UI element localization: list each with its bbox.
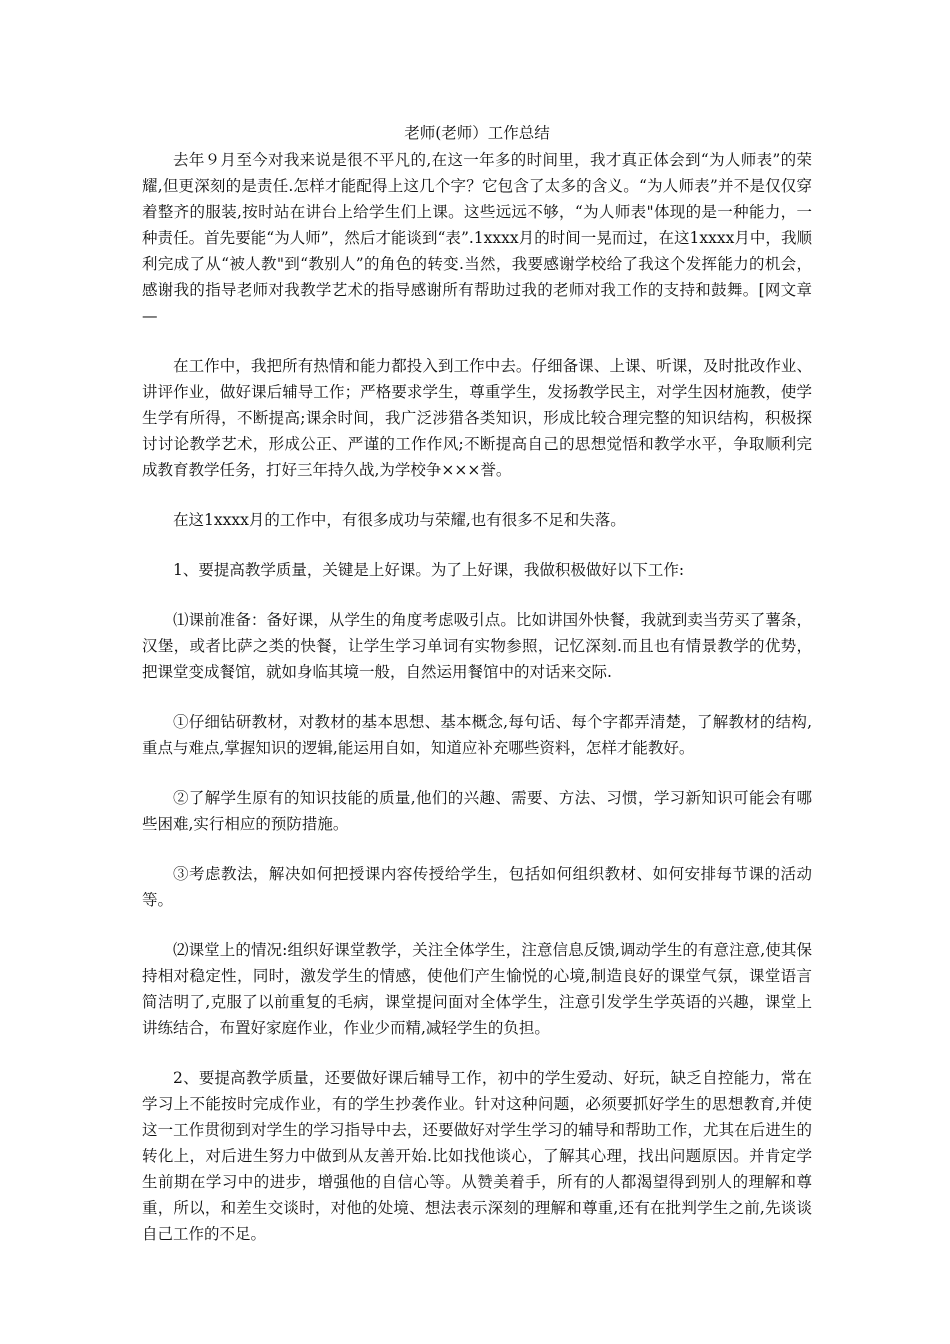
paragraph-work: 在工作中，我把所有热情和能力都投入到工作中去。仔细备课、上课、听课，及时批改作业、讲评作业，做好课后辅导工作；严格要求学生，尊重学生，发扬教学民主，对学生因材施教，使学生学有所得，不断提高;课余时间，我广泛涉猎各类知识，形成比较合理完整的知识结构，积极探讨讨论教学艺术，形成公正、严谨的工作作风;不断提高自己的思想觉悟和教学水平，争取顺利完成教育教学任务，打好三年持久战,为学校争×××誉。 <box>142 357 812 479</box>
paragraph-prep-1: ①仔细钻研教材，对教材的基本思想、基本概念,每句话、每个字都弄清楚，了解教材的结构,重点与难点,掌握知识的逻辑,能运用自如，知道应补充哪些资料，怎样才能教好。 <box>142 713 812 757</box>
document-page <box>142 120 812 1247</box>
paragraph-prep-2: ②了解学生原有的知识技能的质量,他们的兴趣、需要、方法、习惯，学习新知识可能会有哪些困难,实行相应的预防措施。 <box>142 789 812 833</box>
paragraph-point-1: 1、要提高教学质量，关键是上好课。为了上好课，我做积极做好以下工作: <box>173 561 685 579</box>
paragraph-intro: 去年９月至今对我来说是很不平凡的,在这一年多的时间里，我才真正体会到“为人师表”的荣耀,但更深刻的是责任.怎样才能配得上这几个字？它包含了太多的含义。“为人师表”并不是仅仅穿着整齐的服装,按时站在讲台上给学生们上课。这些远远不够，“为人师表"体现的是一种能力，一种责任。首先要能“为人师”，然后才能谈到“表”.1xxxx月的时间一晃而过，在这1xxxx月中，我顺利完成了从“被人教"到“教别人”的角色的转变.当然，我要感谢学校给了我这个发挥能力的机会，感谢我的指导老师对我教学艺术的指导感谢所有帮助过我的老师对我工作的支持和鼓舞。[网文章— <box>142 151 812 325</box>
paragraph-classroom: ⑵课堂上的情况:组织好课堂教学，关注全体学生，注意信息反馈,调动学生的有意注意,使其保持相对稳定性，同时，激发学生的情感，使他们产生愉悦的心境,制造良好的课堂气氛，课堂语言简洁明了,克服了以前重复的毛病，课堂提问面对全体学生，注意引发学生学英语的兴趣，课堂上讲练结合，布置好家庭作业，作业少而精,减轻学生的负担。 <box>142 941 812 1037</box>
paragraph-summary: 在这1xxxx月的工作中，有很多成功与荣耀,也有很多不足和失落。 <box>173 511 626 529</box>
paragraph-prep-3: ③考虑教法，解决如何把授课内容传授给学生，包括如何组织教材、如何安排每节课的活动等。 <box>142 865 812 909</box>
paragraph-point-2: 2、要提高教学质量，还要做好课后辅导工作，初中的学生爱动、好玩，缺乏自控能力，常在学习上不能按时完成作业，有的学生抄袭作业。针对这种问题，必须要抓好学生的思想教育,并使这一工作贯彻到对学生的学习指导中去，还要做好对学生学习的辅导和帮助工作，尤其在后进生的转化上，对后进生努力中做到从友善开始.比如找他谈心，了解其心理，找出问题原因。并肯定学生前期在学习中的进步，增强他的自信心等。从赞美着手，所有的人都渴望得到别人的理解和尊重，所以，和差生交谈时，对他的处境、想法表示深刻的理解和尊重,还有在批判学生之前,先谈谈自己工作的不足。 <box>142 1069 812 1243</box>
paragraph-prep: ⑴课前准备：备好课，从学生的角度考虑吸引点。比如讲国外快餐，我就到卖当劳买了薯条，汉堡，或者比萨之类的快餐，让学生学习单词有实物参照，记忆深刻.而且也有情景教学的优势，把课堂变成餐馆，就如身临其境一般，自然运用餐馆中的对话来交际. <box>142 611 812 681</box>
document-title: 老师(老师）工作总结 <box>404 124 550 142</box>
